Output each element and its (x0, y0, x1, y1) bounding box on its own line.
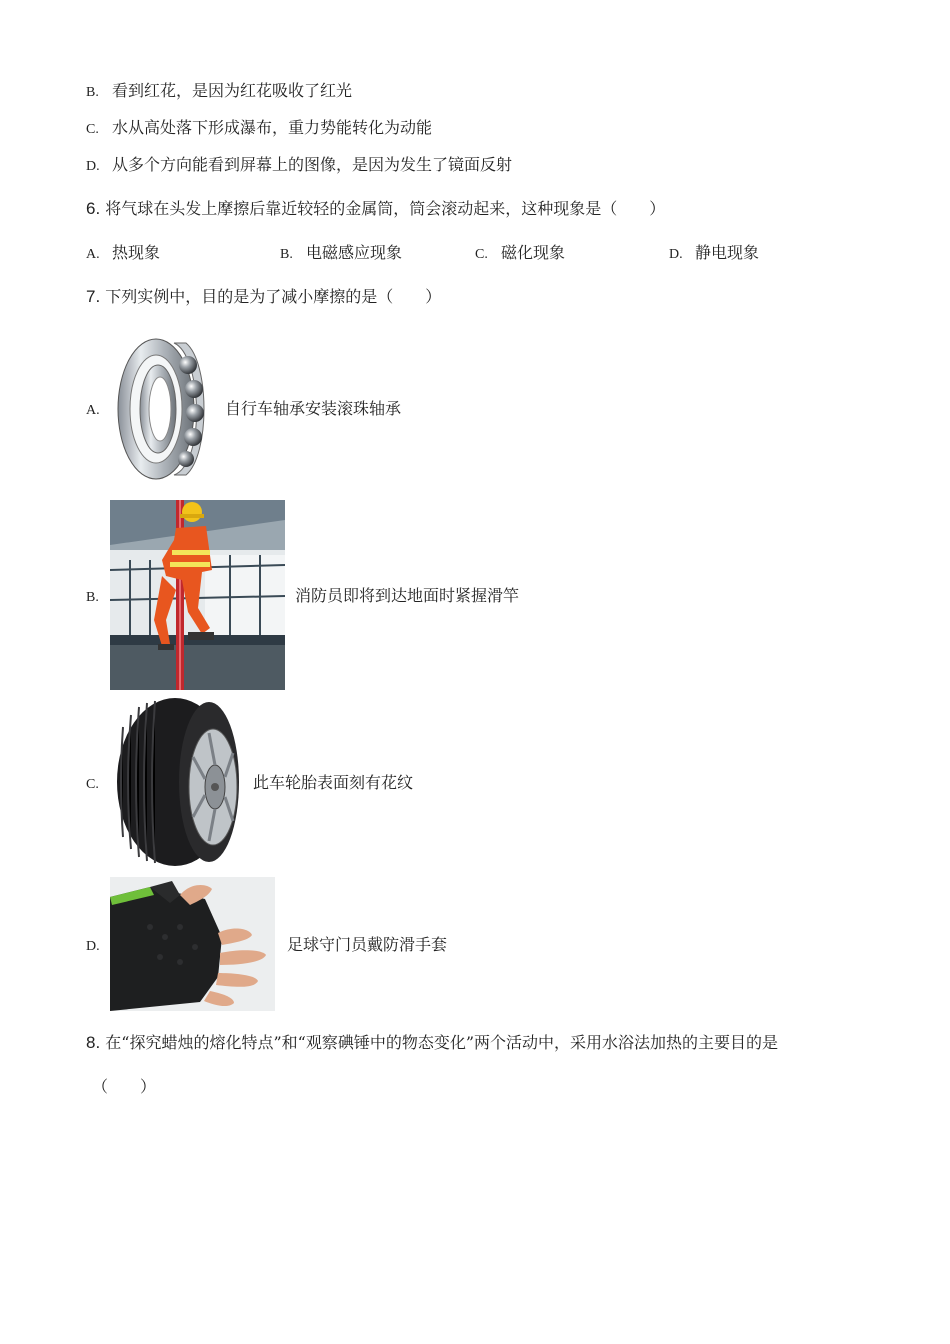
option-letter: D. (669, 247, 683, 262)
q6-option-b (280, 242, 402, 266)
question-text: 下列实例中，目的是为了减小摩擦的是（ ） (105, 287, 442, 306)
q5-option-d (86, 154, 512, 178)
option-letter: B. (280, 247, 293, 262)
q7-option-a-letter (86, 398, 112, 422)
option-text: 静电现象 (695, 243, 760, 262)
q7-option-a-text: 自行车轴承安装滚珠轴承 (225, 399, 402, 418)
option-text: 从多个方向能看到屏幕上的图像，是因为发生了镜面反射 (112, 155, 513, 174)
q7-option-c-text: 此车轮胎表面刻有花纹 (253, 773, 414, 792)
question-text: 在“探究蜡烛的熔化特点”和“观察碘锤中的物态变化”两个活动中，采用水浴法加热的主要目的是 (105, 1033, 779, 1052)
q6-option-a (86, 242, 160, 266)
option-text: 磁化现象 (501, 243, 566, 262)
option-letter: B. (86, 85, 99, 100)
q8-answer-bracket: （ ） (92, 1077, 157, 1096)
q5-option-c (86, 117, 432, 141)
option-letter: A. (86, 247, 100, 262)
q8-stem (86, 1032, 778, 1054)
option-text: 看到红花，是因为红花吸收了红光 (112, 81, 353, 100)
option-letter: D. (86, 939, 100, 954)
q7-option-b-text: 消防员即将到达地面时紧握滑竿 (295, 586, 520, 605)
option-letter: C. (475, 247, 488, 262)
firefighter-pole-image (110, 500, 285, 690)
q7-option-d-text: 足球守门员戴防滑手套 (287, 935, 448, 954)
q6-option-c (475, 242, 565, 266)
question-text: 将气球在头发上摩擦后靠近较轻的金属筒，筒会滚动起来，这种现象是（ ） (105, 199, 666, 218)
question-number: 7. (86, 287, 101, 306)
question-number: 6. (86, 199, 101, 218)
q7-stem (86, 286, 441, 308)
option-letter: C. (86, 777, 99, 792)
q6-option-d (669, 242, 759, 266)
question-number: 8. (86, 1033, 101, 1052)
option-text: 热现象 (112, 243, 161, 262)
option-text: 水从高处落下形成瀑布，重力势能转化为动能 (112, 118, 433, 137)
car-tire-image (113, 697, 243, 867)
q6-stem (86, 198, 665, 220)
q7-option-c-letter (86, 772, 112, 796)
ball-bearing-image (116, 335, 208, 483)
option-letter: D. (86, 159, 100, 174)
option-letter: C. (86, 122, 99, 137)
q7-option-b-letter (86, 585, 112, 609)
q7-option-d-letter (86, 934, 112, 958)
q5-option-b (86, 80, 352, 104)
goalkeeper-glove-image (110, 877, 275, 1011)
option-letter: B. (86, 590, 99, 605)
option-text: 电磁感应现象 (306, 243, 403, 262)
option-letter: A. (86, 403, 100, 418)
